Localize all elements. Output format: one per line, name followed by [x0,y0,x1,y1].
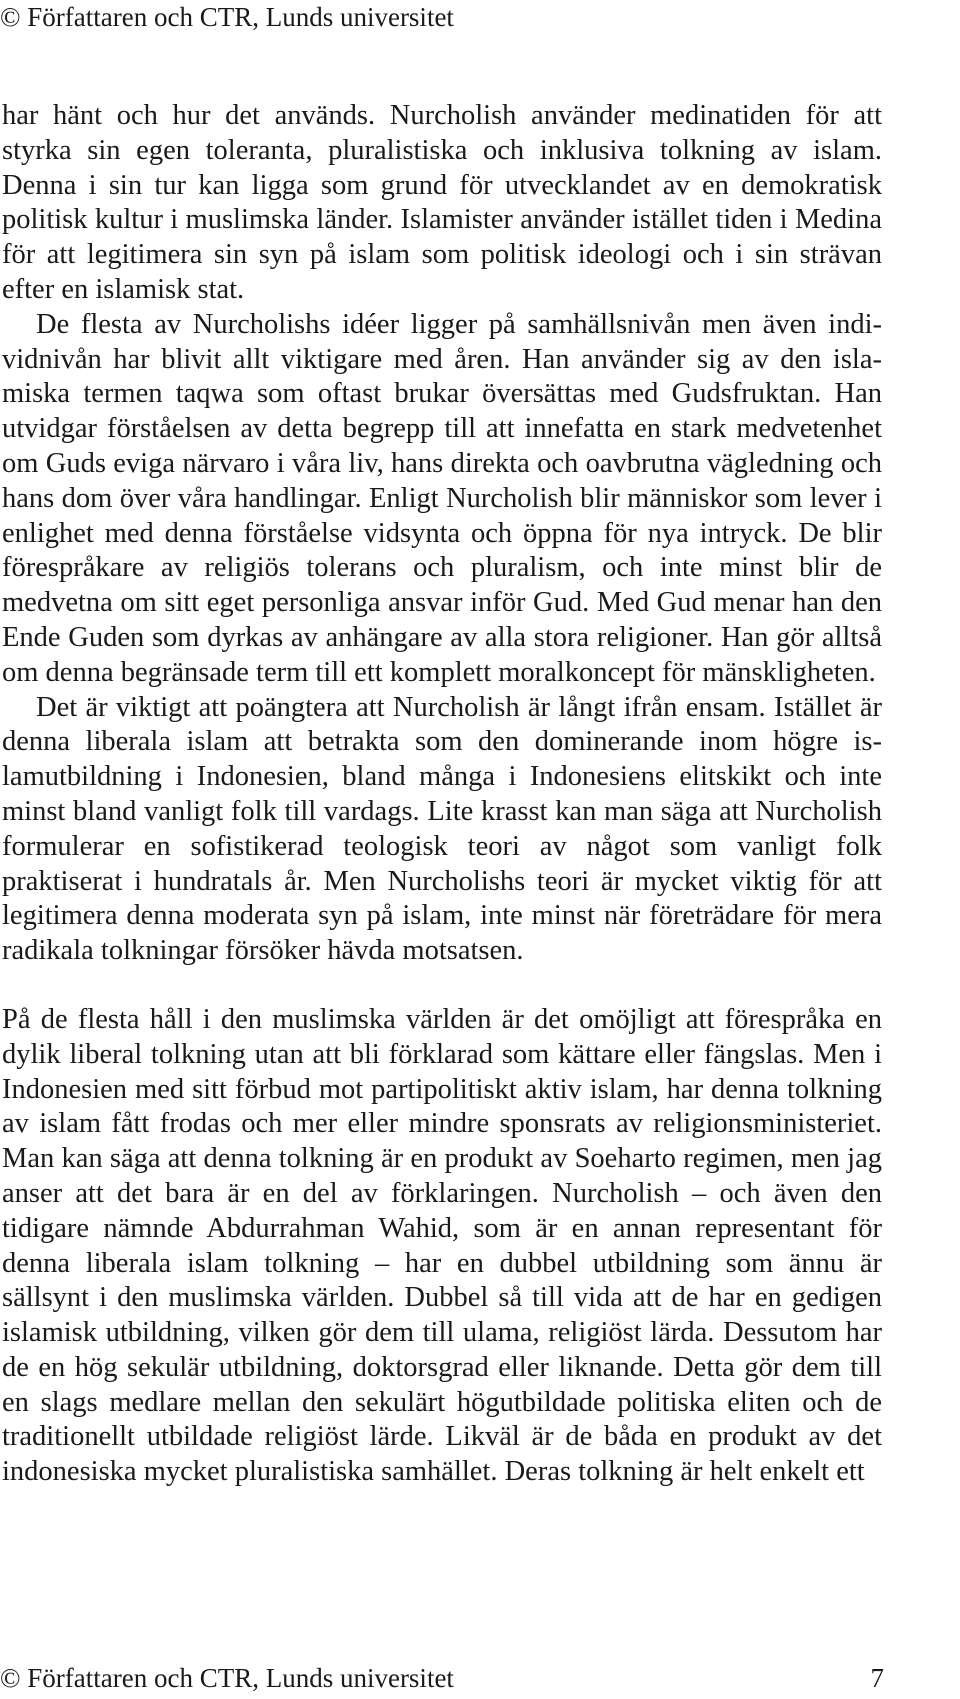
running-header [0,2,454,32]
body-paragraph-1: har hänt och hur det används. Nurcholish använder medinatiden för att styrka sin egen toleranta, pluralistiska och inklusiva tolkning av islam. Denna i sin tur kan ligga som grund för utvecklandet av en demokratisk politisk kultur i muslimska länder. Islamister använder istället tiden i Medina för att legitimera sin syn på islam som politisk ideologi och i sin strävan efter en islamisk stat. [2,100,882,305]
page-body [2,99,882,1490]
footer-copyright: © Författaren och CTR, Lunds universitet [0,1663,454,1693]
body-paragraph-2: De flesta av Nurcholishs idéer ligger på samhällsnivån men även individnivån har blivit allt viktigare med åren. Han använder sig av den islamiska termen taqwa som oftast brukar översättas med Gudsfruktan. Han utvidgar förståelsen av detta begrepp till att innefatta en stark medvetenhet om Guds eviga närvaro i våra liv, hans direkta och oavbrutna vägledning och hans dom över våra handlingar. Enligt Nurcholish blir människor som lever i enlighet med denna förståelse vidsynta och öppna för nya intryck. De blir förespråkare av religiös tolerans och pluralism, och inte minst blir de medvetna om sitt eget personliga ansvar inför Gud. Med Gud menar han den Ende Guden som dyrkas av anhängare av alla stora religioner. Han gör alltså om denna begränsade term till ett komplett moralkoncept för mänskligheten. [2,308,882,688]
body-paragraph-4: På de flesta håll i den muslimska världen är det omöjligt att förespråka en dylik liberal tolkning utan att bli förklarad som kättare eller fängslas. Men i Indonesien med sitt förbud mot partipolitiskt aktiv islam, har denna tolkning av islam fått frodas och mer eller mindre sponsrats av religionsministeriet. Man kan säga att denna tolkning är en produkt av Soeharto regimen, men jag anser att det bara är en del av förklaringen. Nurcholish – och även den tidigare nämnde Abdurrahman Wahid, som är en annan representant för denna liberala islam tolkning – har en dubbel utbildning som ännu är sällsynt i den muslimska världen. Dubbel så till vida att de har en gedigen islamisk utbildning, vilken gör dem till ulama, religiöst lärda. Dessutom har de en hög sekulär utbildning, doktorsgrad eller liknande. Detta gör dem till en slags medlare mellan den sekulärt högutbildade politiska eliten och de traditionellt utbildade religiöst lärde. Likväl är de båda en produkt av det indonesiska mycket pluralistiska samhället. Deras tolkning är helt enkelt ett [2,1003,882,1488]
body-paragraph-3: Det är viktigt att poängtera att Nurcholish är långt ifrån ensam. Istället är denna liberala islam att betrakta som den dominerande inom högre islamutbildning i Indonesien, bland många i Indonesiens elitskikt och inte minst bland vanligt folk till vardags. Lite krasst kan man säga att Nurcholish formulerar en sofistikerad teologisk teori av något som vanligt folk praktiserat i hundratals år. Men Nurcholishs teori är mycket viktig för att legitimera denna moderata syn på islam, inte minst när företrädare för mera radikala tolkningar försöker hävda motsatsen. [2,691,882,967]
header-copyright: © Författaren och CTR, Lunds universitet [0,2,454,32]
page-number: 7 [870,1663,884,1693]
